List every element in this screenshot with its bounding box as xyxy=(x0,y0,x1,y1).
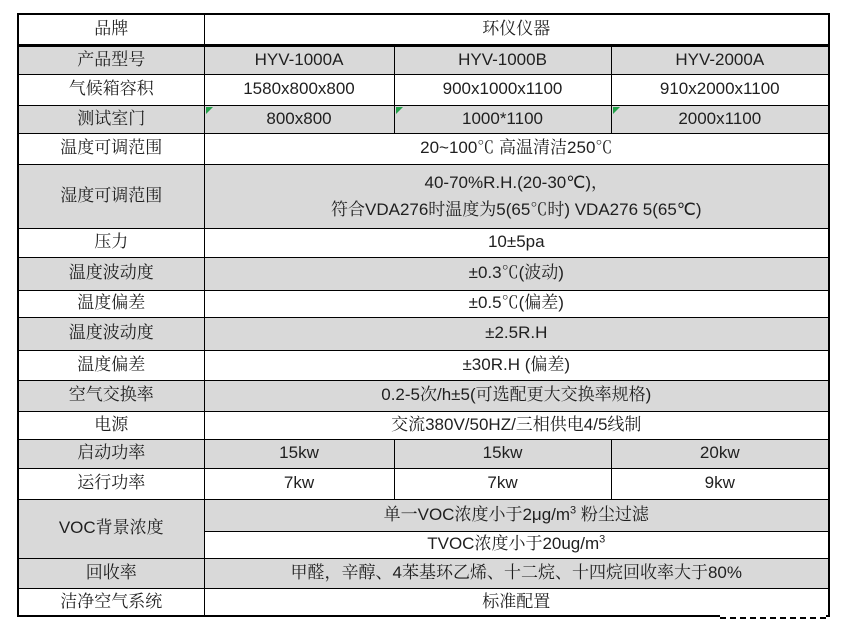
table-row-temp-deviation xyxy=(18,290,829,317)
table-row-pressure xyxy=(18,228,829,257)
superscript-3: 3 xyxy=(570,504,577,517)
value-text: 1000*1100 xyxy=(462,108,543,128)
value-cell: ±0.5℃(偏差) xyxy=(204,290,829,317)
comment-triangle-icon xyxy=(396,107,403,114)
value-cell: 910x2000x1100 xyxy=(611,74,829,105)
value-cell: 10±5pa xyxy=(204,228,829,257)
row-label-cell: 温度波动度 xyxy=(18,257,204,290)
value-cell: 15kw xyxy=(394,439,611,468)
table-row-humidity-deviation xyxy=(18,350,829,380)
value-cell: 0.2-5次/h±5(可选配更大交换率规格) xyxy=(204,380,829,411)
row-label-cell: 温度可调范围 xyxy=(18,133,204,164)
value-cell: ±0.3℃(波动) xyxy=(204,257,829,290)
value-text: 单一VOC浓度小于2μg/m xyxy=(383,504,571,524)
comment-triangle-icon xyxy=(613,107,620,114)
value-cell xyxy=(204,531,829,558)
table-row-brand xyxy=(18,14,829,45)
value-cell: ±2.5R.H xyxy=(204,317,829,350)
value-cell: 1580x800x800 xyxy=(204,74,394,105)
row-label-cell: 湿度可调范围 xyxy=(18,164,204,228)
value-line-2: 符合VDA276时温度为5(65℃时) VDA276 5(65℃) xyxy=(330,200,702,219)
row-label-cell: VOC背景浓度 xyxy=(18,499,204,558)
row-label-cell: 温度波动度 xyxy=(18,317,204,350)
comment-triangle-icon xyxy=(206,107,213,114)
value-cell xyxy=(611,105,829,133)
value-cell: 900x1000x1100 xyxy=(394,74,611,105)
value-cell: ±30R.H (偏差) xyxy=(204,350,829,380)
table-row-startup-power xyxy=(18,439,829,468)
row-label-cell: 空气交换率 xyxy=(18,380,204,411)
table-row-test-door xyxy=(18,105,829,133)
table-row-voc-background-1 xyxy=(18,499,829,531)
row-label-cell: 测试室门 xyxy=(18,105,204,133)
table-row-clean-air-system xyxy=(18,588,829,616)
table-row-air-exchange xyxy=(18,380,829,411)
value-cell: 标准配置 xyxy=(204,588,829,616)
value-cell: HYV-2000A xyxy=(611,45,829,74)
row-label-cell: 运行功率 xyxy=(18,468,204,499)
row-label-cell: 品牌 xyxy=(18,14,204,45)
value-cell: 环仪仪器 xyxy=(204,14,829,45)
row-label-cell: 气候箱容积 xyxy=(18,74,204,105)
row-label-cell: 电源 xyxy=(18,411,204,439)
row-label-cell: 启动功率 xyxy=(18,439,204,468)
value-cell xyxy=(204,105,394,133)
table-row-power-supply xyxy=(18,411,829,439)
row-label-cell: 温度偏差 xyxy=(18,290,204,317)
value-cell: 20kw xyxy=(611,439,829,468)
table-row-temp-fluctuation xyxy=(18,257,829,290)
value-cell: 15kw xyxy=(204,439,394,468)
value-text: TVOC浓度小于20ug/m xyxy=(427,534,600,554)
row-label-cell: 洁净空气系统 xyxy=(18,588,204,616)
value-text: 800x800 xyxy=(266,108,332,128)
spec-table xyxy=(17,13,830,617)
value-cell: HYV-1000B xyxy=(394,45,611,74)
value-cell: 7kw xyxy=(204,468,394,499)
table-row-temp-range xyxy=(18,133,829,164)
row-label-cell: 温度偏差 xyxy=(18,350,204,380)
value-cell xyxy=(204,499,829,531)
table-row-humidity-fluctuation xyxy=(18,317,829,350)
value-cell xyxy=(394,105,611,133)
table-row-running-power xyxy=(18,468,829,499)
value-cell: 甲醛，辛醇、4苯基环乙烯、十二烷、十四烷回收率大于80% xyxy=(204,558,829,588)
table-row-chamber-volume xyxy=(18,74,829,105)
bottom-dashed-border xyxy=(720,614,826,621)
row-label-cell: 产品型号 xyxy=(18,45,204,74)
table-row-model xyxy=(18,45,829,74)
value-cell: 交流380V/50HZ/三相供电4/5线制 xyxy=(204,411,829,439)
superscript-3: 3 xyxy=(599,533,606,546)
row-label-cell: 回收率 xyxy=(18,558,204,588)
row-label-cell: 压力 xyxy=(18,228,204,257)
table-row-humidity-range xyxy=(18,164,829,228)
value-text: 粉尘过滤 xyxy=(576,504,649,524)
value-text: 2000x1100 xyxy=(678,108,762,128)
value-cell: 20~100℃ 高温清洁250℃ xyxy=(204,133,829,164)
value-line-1: 40-70%R.H.(20-30℃)， xyxy=(424,172,608,192)
value-cell: 7kw xyxy=(394,468,611,499)
value-cell: 9kw xyxy=(611,468,829,499)
value-cell: HYV-1000A xyxy=(204,45,394,74)
value-cell xyxy=(204,164,829,228)
table-row-recovery-rate xyxy=(18,558,829,588)
